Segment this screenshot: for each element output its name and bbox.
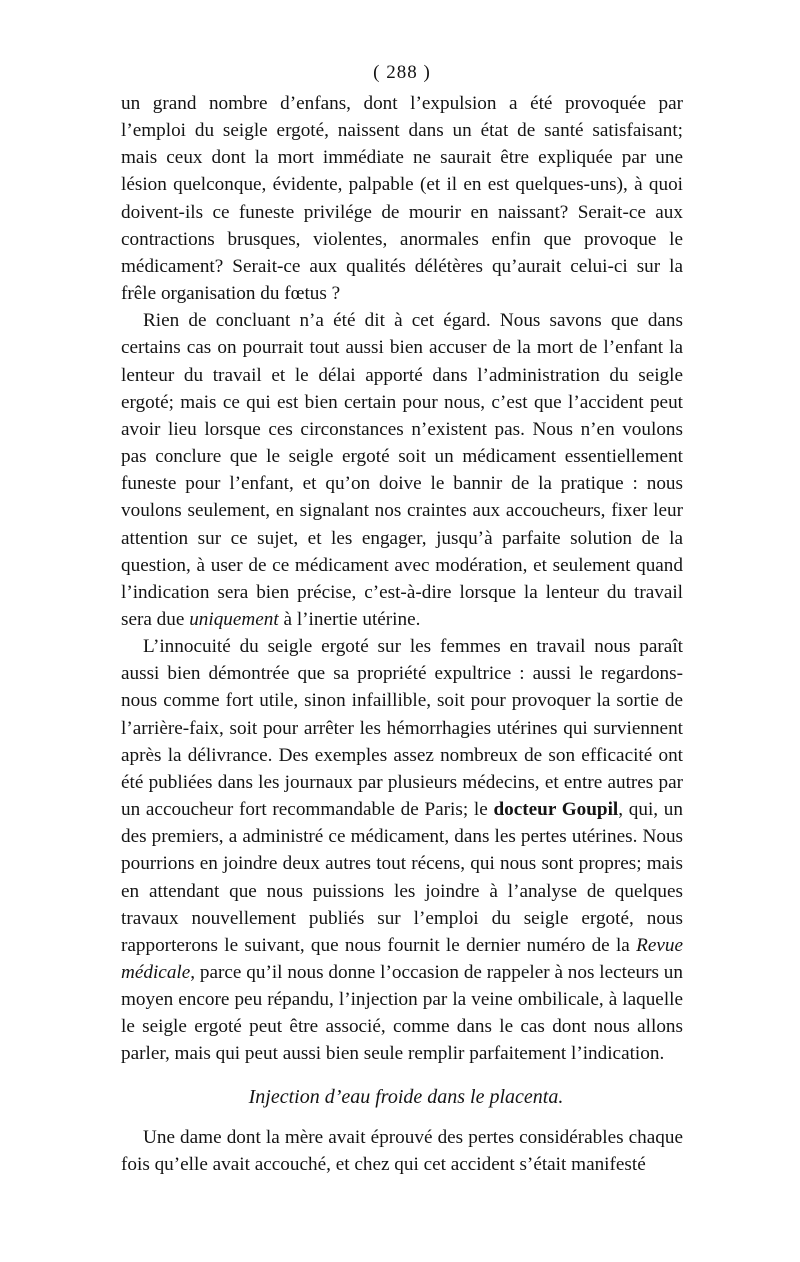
paragraph: Une dame dont la mère avait éprouvé des pertes considérables chaque fois qu’elle avait accouché, et chez qui cet accident s’était manifesté: [121, 1126, 683, 1175]
paragraph: [121, 633, 683, 1068]
text-segment: docteur Goupil: [493, 799, 619, 821]
section-heading: Injection d’eau froide dans le placenta.: [248, 1085, 564, 1108]
text-segment: , qui, un des premiers, a administré ce médicament, dans les pertes utérines. Nous pourrions en joindre deux autres tout récens, qui nous sont propres; mais en attendant que nous puissions les joindre à l’analyse de quelques travaux nouvellement publiés sur l’emploi du seigle ergoté, nous rapporterons le suivant, que nous fournit le dernier numéro de la: [121, 799, 683, 956]
text-segment: Revue médicale: [121, 934, 683, 983]
paragraph: [121, 307, 683, 633]
page-number: ( 288 ): [373, 62, 431, 83]
text-segment: un grand nombre d’enfans, dont l’expulsion a été provoquée par l’emploi du seigle ergoté, naissent dans un état de santé satisfaisant; mais ceux dont la mort immédiate ne saurait être expliquée par une lésion quelconque, évidente, palpable (et il en est quelques-uns), à quoi doivent-ils ce funeste privilége de mourir en naissant? Serait-ce aux contractions brusques, violentes, anormales enfin que provoque le médicament? Serait-ce aux qualités délétères qu’aurait celui-ci sur la frêle organisation du fœtus ?: [121, 93, 683, 305]
text-segment: L’innocuité du seigle ergoté sur les femmes en travail nous paraît aussi bien démontrée que sa propriété expultrice : aussi le regardons-nous comme fort utile, sinon infaillible, soit pour provoquer la sortie de l’arrière-faix, soit pour arrêter les hémorrhagies utérines qui surviennent après la délivrance. Des exemples assez nombreux de son efficacité ont été publiées dans les journaux par plusieurs médecins, et entre autres par un accoucheur fort recommandable de Paris; le: [121, 636, 683, 821]
text-segment: Rien de concluant n’a été dit à cet égard. Nous savons que dans certains cas on pourrait tout aussi bien accuser de la mort de l’enfant la lenteur du travail et le délai apporté dans l’administration du seigle ergoté; mais ce qui est bien certain pour nous, c’est que l’accident peut avoir lieu lorsque ces circonstances n’existent pas. Nous n’en voulons pas conclure que le seigle ergoté soit un médicament essentiellement funeste pour l’enfant, et qu’on doive le bannir de la pratique : nous voulons seulement, en signalant nos craintes aux accoucheurs, fixer leur attention sur ce sujet, et les engager, jusqu’à parfaite solution de la question, à user de ce médicament avec modération, et seulement quand l’indication sera bien précise, c’est-à-dire lorsque la lenteur du travail sera due: [121, 310, 683, 630]
page-content: [121, 58, 683, 1178]
text-segment: , parce qu’il nous donne l’occasion de rappeler à nos lecteurs un moyen encore peu répandu, l’injection par la veine ombilicale, à laquelle le seigle ergoté peut être associé, comme dans le cas dont nous allons parler, mais qui peut aussi bien seule remplir parfaitement l’indication.: [121, 962, 683, 1065]
paragraph: [121, 90, 683, 307]
text-segment: à l’inertie utérine.: [278, 608, 421, 630]
text-segment: uniquement: [189, 608, 279, 630]
